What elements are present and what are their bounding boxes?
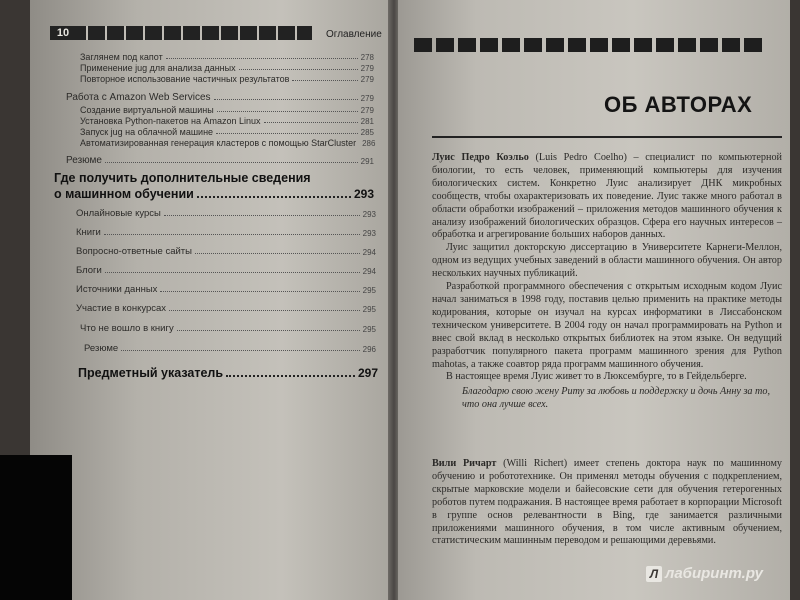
toc-entry: Блоги 294 (76, 265, 376, 276)
left-page (30, 0, 390, 600)
header-bar (50, 26, 312, 40)
watermark (646, 565, 763, 582)
author-1-paragraph: Луис Педро Коэльо (Luis Pedro Coelho) – специалист по компьютерной биологии, то есть человек, применяющий компьютеры для изучения биологических систем. Конкретно Луис анализирует ДНК микробных сообществ, чтобы охарактеризовать их поведение. Луис также много работал в области обработки изображений – приложения методов машинного обучения к анализу изображений биологических образцов. Сфера его научных интересов – обработка и агрегирование больших наборов данных. (432, 152, 782, 241)
right-page (398, 0, 790, 600)
author-2-bio (432, 458, 782, 548)
toc-chapter-line1: Где получить дополнительные сведения (54, 171, 311, 185)
toc-entry: Работа с Amazon Web Services 279 (66, 92, 374, 103)
author-2-paragraph: Вили Ричарт (Willi Richert) имеет степень доктора наук по машинному обучению и робототехнике. Он применял методы обучения с подкреплением, скрытые марковские модели и байесовские сети для обучения гетерогенных роботов путем подражания. В настоящее время работает в корпорации Microsoft в группе основ релевантности в Bing, где занимается различными приложениями машинного обучения, в том числе активным обучением, статистическим машинным переводом и решающими деревьями. (432, 458, 782, 547)
toc-entry: Резюме 296 (84, 343, 376, 354)
toc-entry: Что не вошло в книгу 295 (80, 323, 376, 334)
toc-entry: Применение jug для анализа данных 279 (80, 63, 374, 73)
dark-object (0, 455, 72, 600)
toc-entry: Вопросно-ответные сайты 294 (76, 246, 376, 257)
author-1-paragraph: Разработкой программного обеспечения с открытым исходным кодом Луис начал заниматься в 1998 году, поставив целью применить на практике методы кодирования, которые он изучал на курсах информатики в Лиссабонском техническом университете. В 2004 году он начал программировать на Python и внес свой вклад в несколько открытых библиотек на этом языке. Он ведущий разработчик популярного пакета программ машинного зрения для Python mahotas, а также соавтор ряда программ машинного обучения. (432, 281, 782, 370)
labirint-logo-icon: Л (646, 566, 662, 582)
toc-chapter: о машинном обучении 293 (54, 187, 374, 201)
toc-entry: Запуск jug на облачной машине 285 (80, 127, 374, 137)
author-1-paragraph: В настоящее время Луис живет то в Люксембурге, то в Гейдельберге. (446, 371, 747, 383)
running-head: Оглавление (326, 29, 382, 40)
toc-entry: Участие в конкурсах 295 (76, 303, 376, 314)
author-1-name: Луис Педро Коэльо (432, 152, 529, 163)
toc-entry: Создание виртуальной машины 279 (80, 105, 374, 115)
toc-entry: Автоматизированная генерация кластеров с помощью StarCluster 286 (80, 138, 376, 148)
toc-entry: Заглянем под капот 278 (80, 52, 374, 62)
page-number: 10 (52, 26, 74, 40)
section-title: ОБ АВТОРАХ (604, 92, 753, 117)
title-rule (432, 136, 782, 138)
author-1-paragraph: Луис защитил докторскую диссертацию в Университете Карнеги-Меллон, одном из ведущих учебных заведений в области машинного обучения. Он автор нескольких научных публикаций. (432, 242, 782, 280)
watermark-text: лабиринт.ру (665, 565, 763, 582)
toc-entry: Резюме 291 (66, 155, 374, 166)
toc-entry: Установка Python-пакетов на Amazon Linux 281 (80, 116, 374, 126)
author-2-name: Вили Ричарт (432, 458, 497, 469)
toc-entry: Книги 293 (76, 227, 376, 238)
toc-chapter: Предметный указатель 297 (78, 366, 378, 380)
author-1-dedication: Благодарю свою жену Риту за любовь и поддержку и дочь Анну за то, что она лучше всех. (462, 386, 771, 411)
toc-entry: Повторное использование частичных результатов 279 (80, 74, 374, 84)
toc-entry: Онлайновые курсы 293 (76, 208, 376, 219)
header-blocks (414, 38, 762, 52)
author-1-bio (432, 152, 782, 412)
toc-entry: Источники данных 295 (76, 284, 376, 295)
